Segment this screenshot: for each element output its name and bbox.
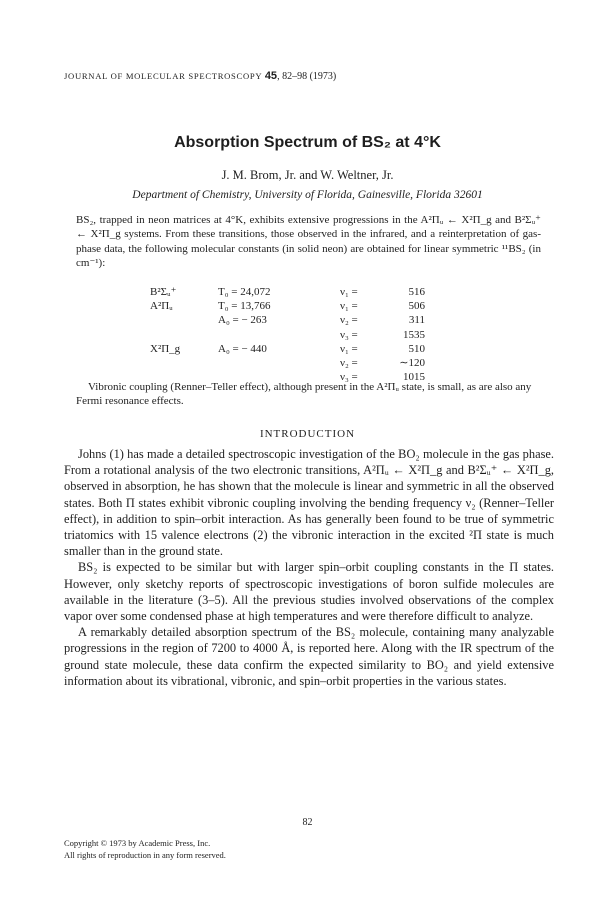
page-number: 82 — [302, 817, 313, 828]
vibration-label: ν₂ = — [340, 314, 358, 327]
paragraph: A remarkably detailed absorption spectrum of the BS₂ molecule, containing many analyzable progressions in the region of 7200 to 4000 Å, is reported here. Along with the IR spectrum of the ground state molecule, these data confirm the expected similarity to BO₂ and yield extensive information about its vibrational, vibronic, and spin–orbit properties in the various states. — [64, 625, 554, 688]
vibration-label: ν₃ = — [340, 328, 358, 341]
vibration-value: 516 — [408, 286, 425, 298]
journal-header — [64, 70, 336, 82]
journal-pages: , 82–98 (1973) — [277, 71, 337, 82]
paragraph: Johns (1) has made a detailed spectroscopic investigation of the BO₂ molecule in the gas phase. From a rotational analysis of the two electronic transitions, A²Πᵤ ← X²Π_g and B²Σᵤ⁺ ← X²Π_g, observed in absorption, he has shown that the molecule is linear and symmetric in all the observed states. Both Π states exhibit vibronic coupling involving the bending frequency ν₂ (Renner–Teller effect), in addition to spin–orbit interaction. As has generally been found to be true of symmetric triatomics with 15 valence electrons (2) the vibronic interaction in the excited ²Π state is much smaller than in the ground state. — [64, 447, 554, 559]
vibration-value: ∼120 — [399, 356, 425, 369]
table-row — [150, 328, 480, 342]
journal-name: JOURNAL OF MOLECULAR SPECTROSCOPY — [64, 71, 262, 81]
electronic-constant: A₀ = − 440 — [218, 342, 267, 355]
vibration-value: 510 — [408, 342, 425, 355]
vibration-value: 506 — [408, 300, 425, 313]
vibration-label: ν₁ = — [340, 342, 358, 355]
paper-title: Absorption Spectrum of BS₂ at 4°K — [174, 134, 441, 151]
table-row — [150, 285, 480, 299]
vibration-label: ν₁ = — [340, 300, 358, 313]
vibration-label: ν₂ = — [340, 356, 358, 369]
state-label: X²Π_g — [150, 342, 181, 355]
vibration-value: 311 — [408, 314, 425, 327]
abstract — [76, 213, 541, 270]
table-row — [150, 313, 480, 327]
vibration-label: ν₁ = — [340, 286, 358, 298]
abstract-conclusion — [76, 380, 541, 409]
body-text — [64, 446, 554, 689]
electronic-constant: T₀ = 24,072 — [218, 286, 271, 298]
state-label: A²Πᵤ — [150, 300, 173, 313]
copyright-notice — [64, 838, 226, 861]
copyright-line: Copyright © 1973 by Academic Press, Inc. — [64, 838, 211, 848]
section-heading: INTRODUCTION — [259, 428, 356, 440]
constants-table — [150, 285, 480, 384]
journal-volume: 45 — [264, 70, 278, 82]
electronic-constant: A₀ = − 263 — [218, 314, 267, 327]
abstract-intro: BS₂, trapped in neon matrices at 4°K, exhibits extensive progressions in the A²Πᵤ ← X²Π_g and B²Σᵤ⁺ ← X²Π_g systems. From these transitions, those observed in the infrared, and a reinterpretation of gas-phase data, the following molecular constants (in solid neon) are obtained for linear symmetric ¹¹BS₂ (in cm⁻¹): — [76, 214, 541, 269]
electronic-constant: T₀ = 13,766 — [218, 300, 271, 313]
paper-affiliation: Department of Chemistry, University of Florida, Gainesville, Florida 32601 — [132, 189, 483, 201]
abstract-end: Vibronic coupling (Renner–Teller effect), although present in the A²Πᵤ state, is small, as are also any Fermi resonance effects. — [76, 381, 532, 408]
paragraph: BS₂ is expected to be similar but with larger spin–orbit coupling constants in the Π states. However, only sketchy reports of spectroscopic investigations of boron sulfide molecules are available in the literature (3–5). All the previous studies involved observations of the complex vapor over some condensed phase at high temperatures and were therefore difficult to analyze. — [64, 560, 554, 624]
table-row — [150, 356, 480, 370]
table-row — [150, 299, 480, 313]
vibration-label: ν₃ = — [340, 371, 358, 384]
state-label: B²Σᵤ⁺ — [150, 286, 177, 298]
vibration-value: 1535 — [403, 328, 425, 341]
table-row — [150, 342, 480, 356]
paper-authors: J. M. Brom, Jr. and W. Weltner, Jr. — [221, 168, 394, 182]
copyright-line: All rights of reproduction in any form reserved. — [64, 849, 226, 860]
vibration-value: 1015 — [403, 371, 425, 384]
